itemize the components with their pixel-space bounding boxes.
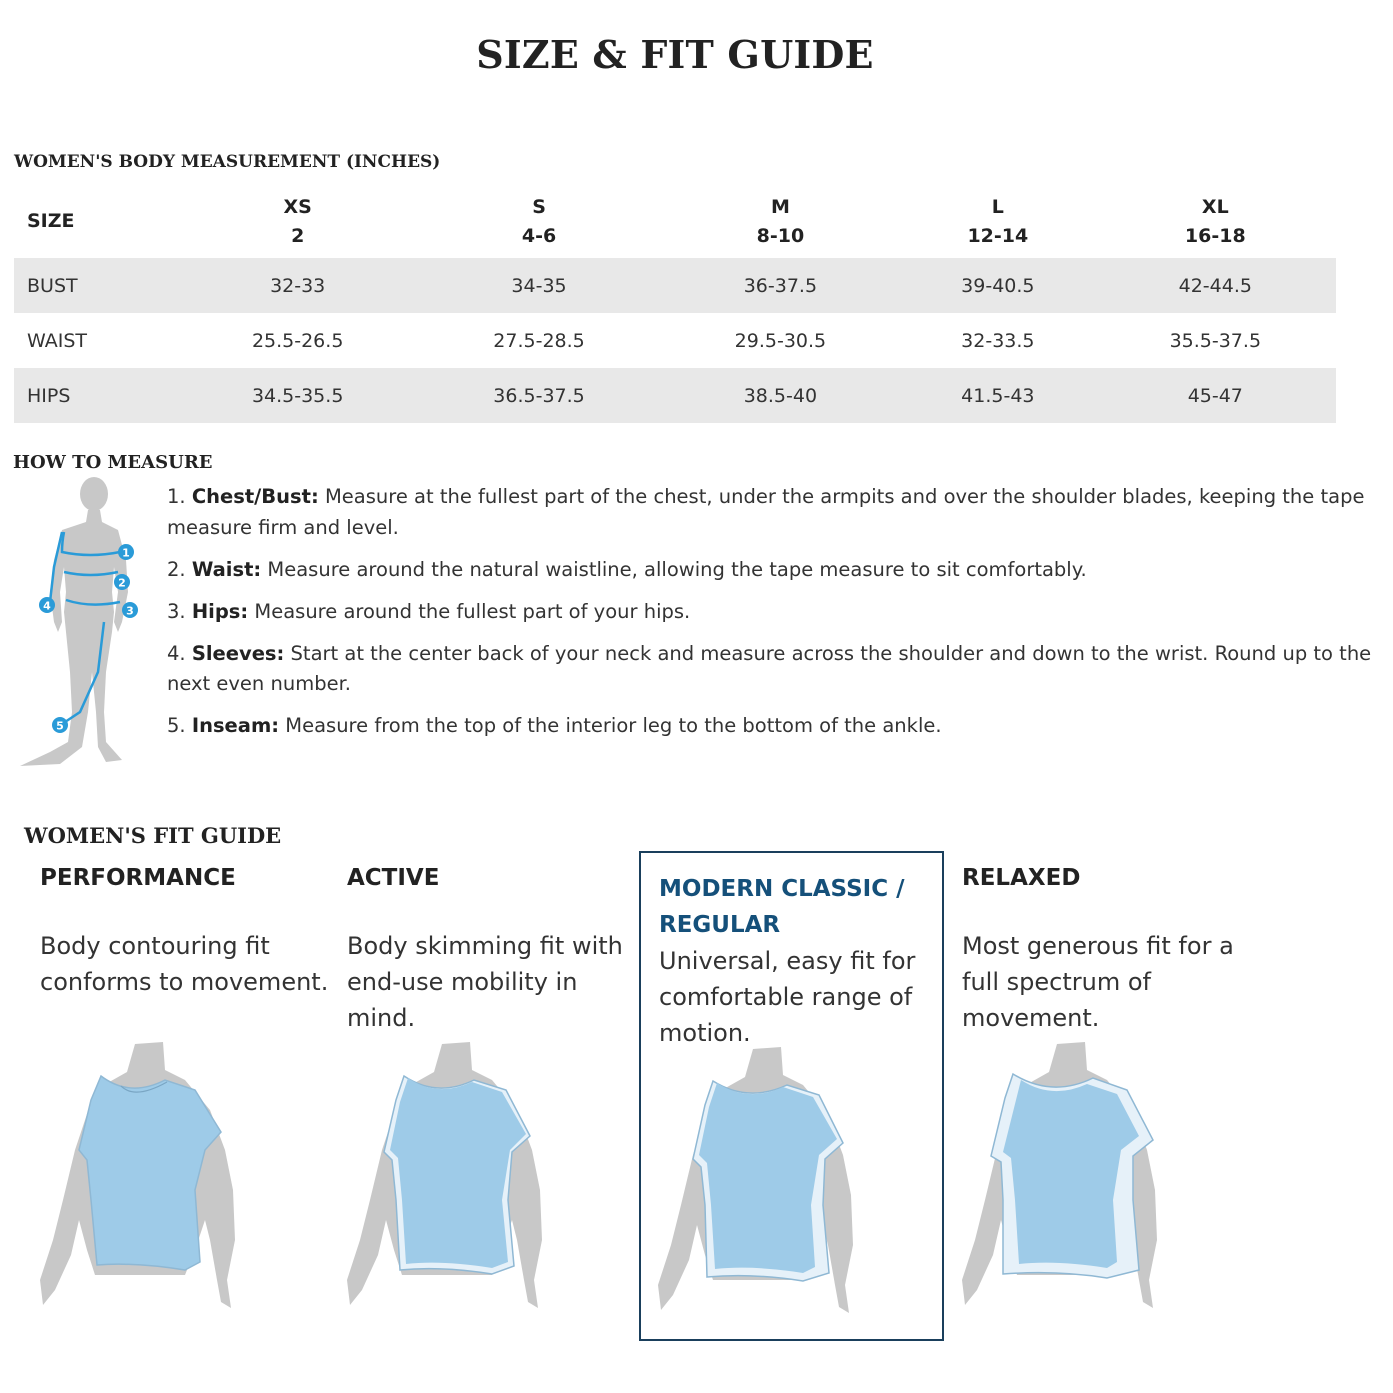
fit-guide-heading: WOMEN'S FIT GUIDE — [24, 823, 282, 848]
table-cell: 34.5-35.5 — [177, 368, 418, 423]
table-cell: 32-33 — [177, 258, 418, 313]
size-letter: L — [991, 195, 1004, 218]
svg-text:3: 3 — [126, 604, 134, 618]
size-numeric: 4-6 — [521, 224, 557, 247]
modern-classic-shirt-illustration — [653, 1045, 863, 1320]
step-term: Hips: — [191, 599, 249, 623]
measure-marker-1 — [118, 544, 134, 560]
svg-text:5: 5 — [56, 719, 64, 733]
table-cell: 42-44.5 — [1095, 258, 1336, 313]
list-item — [167, 482, 1392, 543]
table-cell: 38.5-40 — [660, 368, 901, 423]
svg-text:4: 4 — [43, 599, 51, 613]
table-row-bust — [14, 258, 1336, 313]
step-number: 2. — [167, 557, 186, 581]
step-text: Measure around the fullest part of your hips. — [254, 599, 691, 623]
fit-name: MODERN CLASSIC / REGULAR — [659, 876, 905, 938]
step-text: Measure at the fullest part of the chest, under the armpits and over the shoulder blades, keeping the tape measure firm and level. — [167, 485, 1365, 539]
step-term: Inseam: — [191, 714, 280, 737]
list-item — [167, 597, 1392, 628]
list-item — [167, 711, 1392, 742]
size-table — [14, 185, 1336, 423]
row-label: HIPS — [14, 368, 177, 423]
table-cell: 32-33.5 — [961, 329, 1035, 352]
size-letter: S — [532, 195, 546, 218]
size-label: SIZE — [27, 210, 75, 232]
step-text: Measure around the natural waistline, allowing the tape measure to sit comfortably. — [267, 557, 1087, 581]
size-col-header — [418, 185, 659, 258]
measure-marker-4 — [39, 597, 55, 613]
active-shirt-illustration — [342, 1040, 552, 1315]
fit-description: Universal, easy fit for comfortable range of motion. — [659, 947, 916, 1047]
svg-text:2: 2 — [118, 576, 126, 590]
fit-card-performance — [40, 860, 330, 1000]
table-cell: 39-40.5 — [901, 258, 1095, 313]
table-cell: 35.5-37.5 — [1169, 329, 1262, 352]
fit-name: RELAXED — [962, 865, 1081, 891]
size-numeric: 8-10 — [756, 224, 805, 247]
size-numeric: 16-18 — [1184, 224, 1246, 247]
measure-marker-5 — [52, 717, 68, 733]
step-text: Start at the center back of your neck and measure across the shoulder and down to the wrist. Round up to the next even number. — [167, 641, 1372, 695]
fit-name: PERFORMANCE — [40, 865, 236, 891]
body-measurement-figure — [10, 472, 150, 772]
table-cell: 27.5-28.5 — [493, 329, 585, 352]
step-term: Chest/Bust: — [191, 485, 319, 508]
measure-marker-2 — [114, 574, 130, 590]
fit-description: Most generous fit for a full spectrum of movement. — [962, 932, 1234, 1032]
fit-description: Body contouring fit conforms to movement. — [40, 932, 329, 996]
size-col-header — [660, 185, 901, 258]
row-label: BUST — [14, 258, 177, 313]
fit-name: ACTIVE — [347, 865, 440, 891]
svg-text:1: 1 — [122, 546, 130, 560]
size-col-header — [177, 185, 418, 258]
table-cell: 36.5-37.5 — [418, 368, 659, 423]
size-numeric: 2 — [291, 224, 305, 247]
table-cell: 41.5-43 — [901, 368, 1095, 423]
step-number: 5. — [167, 714, 186, 737]
table-cell: 25.5-26.5 — [251, 329, 344, 352]
size-header-row — [14, 185, 1336, 258]
size-letter: XS — [283, 195, 312, 218]
table-cell: 34-35 — [418, 258, 659, 313]
measurement-heading: WOMEN'S BODY MEASUREMENT (INCHES) — [14, 152, 441, 172]
list-item — [167, 555, 1392, 586]
measure-steps-list — [167, 482, 1392, 753]
row-label: WAIST — [27, 329, 88, 352]
table-cell: 45-47 — [1095, 368, 1336, 423]
size-letter: XL — [1201, 195, 1229, 218]
size-col-header — [901, 185, 1095, 258]
measure-marker-3 — [122, 602, 138, 618]
fit-card-relaxed — [962, 860, 1252, 1036]
page-title: SIZE & FIT GUIDE — [476, 32, 874, 77]
step-term: Sleeves: — [191, 641, 285, 665]
step-term: Waist: — [191, 557, 262, 581]
table-row-hips — [14, 368, 1336, 423]
fit-description: Body skimming fit with end-use mobility in mind. — [347, 932, 623, 1032]
fit-card-active — [347, 860, 637, 1036]
size-numeric: 12-14 — [967, 224, 1029, 247]
step-number: 3. — [167, 599, 186, 623]
how-to-measure-heading: HOW TO MEASURE — [13, 452, 213, 473]
step-text: Measure from the top of the interior leg to the bottom of the ankle. — [285, 714, 942, 737]
relaxed-shirt-illustration — [957, 1040, 1167, 1315]
table-row-waist — [14, 313, 1336, 368]
table-cell: 29.5-30.5 — [734, 329, 827, 352]
list-item — [167, 639, 1392, 700]
step-number: 4. — [167, 641, 186, 665]
step-number: 1. — [167, 485, 186, 508]
performance-shirt-illustration — [35, 1040, 245, 1315]
size-letter: M — [770, 195, 790, 218]
table-cell: 36-37.5 — [660, 258, 901, 313]
size-col-header — [1095, 185, 1336, 258]
